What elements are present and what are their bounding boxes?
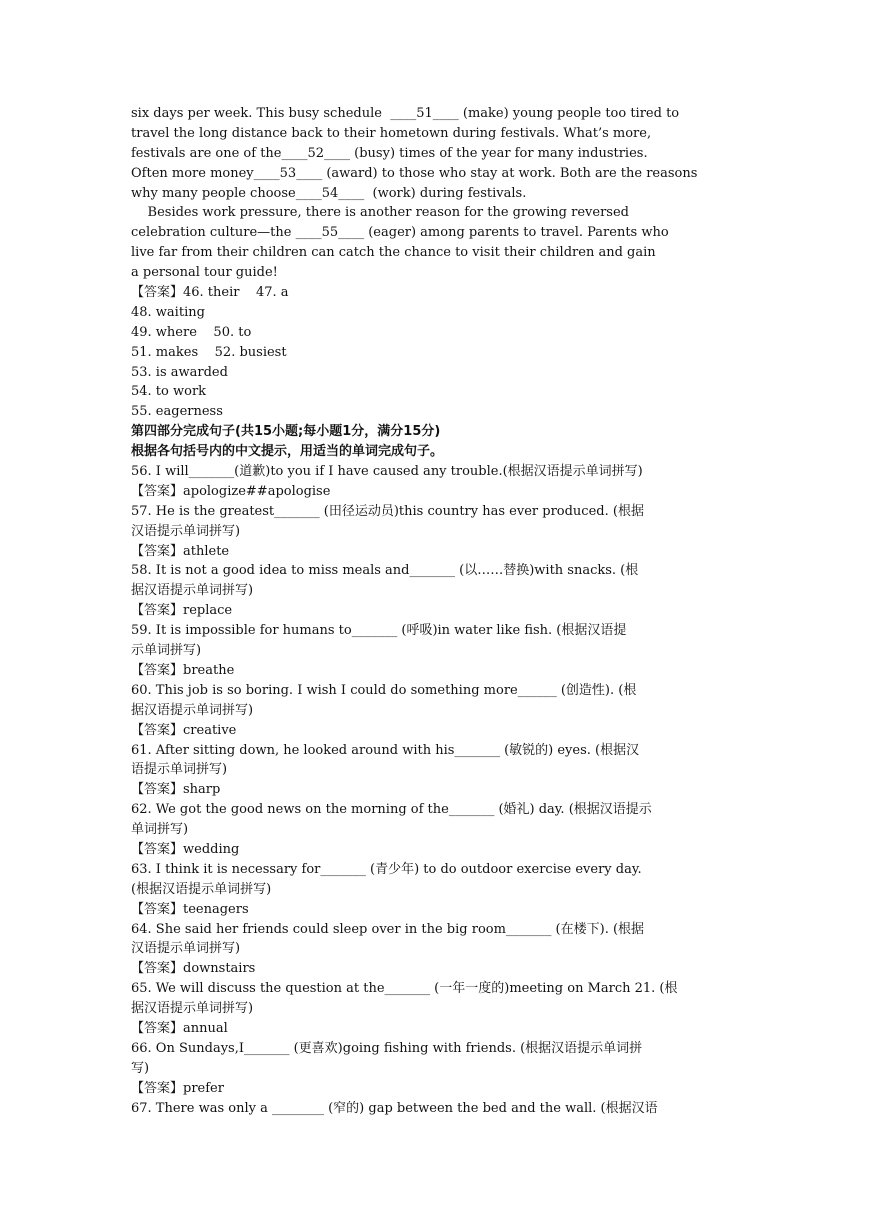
- text-line: 49. where 50. to: [131, 324, 252, 340]
- text-line: 62. We got the good news on the morning of the_______ (婚礼) day. (根据汉语提示: [131, 802, 652, 818]
- text-line: 【答案】replace: [131, 603, 233, 619]
- text-line: 【答案】46. their 47. a: [131, 285, 289, 301]
- text-line: 64. She said her friends could sleep over in the big room_______ (在楼下). (根据: [131, 921, 645, 937]
- document-page: [131, 104, 737, 1118]
- text-line: 60. This job is so boring. I wish I could do something more______ (创造性). (根: [131, 682, 637, 698]
- text-line: 55. eagerness: [131, 404, 223, 420]
- text-line: travel the long distance back to their hometown during festivals. What’s more,: [131, 125, 652, 141]
- text-line: 51. makes 52. busiest: [131, 344, 287, 360]
- text-line: a personal tour guide!: [131, 265, 278, 281]
- text-line: 据汉语提示单词拼写): [131, 1001, 254, 1017]
- text-line: 53. is awarded: [131, 364, 228, 380]
- text-line: 据汉语提示单词拼写): [131, 583, 254, 599]
- text-line: why many people choose____54____ (work) during festivals.: [131, 185, 527, 201]
- text-line: 58. It is not a good idea to miss meals and_______ (以……替换)with snacks. (根: [131, 563, 639, 579]
- text-line: 48. waiting: [131, 304, 205, 320]
- text-line: 【答案】athlete: [131, 543, 230, 559]
- text-line: celebration culture—the ____55____ (eager) among parents to travel. Parents who: [131, 225, 669, 241]
- text-line: 66. On Sundays,I_______ (更喜欢)going fishing with friends. (根据汉语提示单词拼: [131, 1040, 643, 1056]
- text-line: festivals are one of the____52____ (busy) times of the year for many industries.: [131, 145, 648, 161]
- text-line: 写): [131, 1060, 150, 1076]
- text-line: 56. I will_______(道歉)to you if I have caused any trouble.(根据汉语提示单词拼写): [131, 464, 643, 480]
- text-line: 单词拼写): [131, 822, 189, 838]
- text-line: 【答案】breathe: [131, 662, 235, 678]
- text-line: six days per week. This busy schedule ____51____ (make) young people too tired to: [131, 106, 680, 121]
- text-line: 【答案】creative: [131, 722, 237, 738]
- text-line: 61. After sitting down, he looked around with his_______ (敏锐的) eyes. (根据汉: [131, 742, 640, 758]
- text-line: 【答案】apologize##apologise: [131, 483, 331, 499]
- text-line: 汉语提示单词拼写): [131, 941, 241, 957]
- text-line: 65. We will discuss the question at the_______ (一年一度的)meeting on March 21. (根: [131, 981, 678, 997]
- text-line: 语提示单词拼写): [131, 762, 228, 778]
- text-line: 【答案】sharp: [131, 782, 221, 798]
- text-line: Besides work pressure, there is another reason for the growing reversed: [131, 205, 629, 221]
- text-line: 63. I think it is necessary for_______ (青少年) to do outdoor exercise every day.: [131, 861, 642, 877]
- text-line: 汉语提示单词拼写): [131, 523, 241, 539]
- text-line: 【答案】prefer: [131, 1080, 224, 1096]
- section-heading-line: 第四部分完成句子(共15小题;每小题1分，满分15分): [131, 424, 441, 440]
- text-line: 54. to work: [131, 384, 207, 400]
- text-line: 据汉语提示单词拼写): [131, 702, 254, 718]
- text-line: live far from their children can catch the chance to visit their children and gain: [131, 245, 656, 261]
- text-line: 【答案】annual: [131, 1020, 228, 1036]
- text-line: Often more money____53____ (award) to those who stay at work. Both are the reasons: [131, 165, 698, 181]
- text-line: 示单词拼写): [131, 643, 202, 659]
- text-line: 【答案】downstairs: [131, 961, 256, 977]
- text-line: 【答案】teenagers: [131, 901, 249, 917]
- text-line: 67. There was only a ________ (窄的) gap between the bed and the wall. (根据汉语: [131, 1100, 658, 1116]
- text-line: 59. It is impossible for humans to_______ (呼吸)in water like fish. (根据汉语提: [131, 623, 627, 639]
- text-line: (根据汉语提示单词拼写): [131, 881, 272, 897]
- section-heading-line: 根据各句括号内的中文提示，用适当的单词完成句子。: [131, 444, 444, 460]
- text-line: 57. He is the greatest_______ (田径运动员)this country has ever produced. (根据: [131, 503, 644, 519]
- text-line: 【答案】wedding: [131, 841, 240, 857]
